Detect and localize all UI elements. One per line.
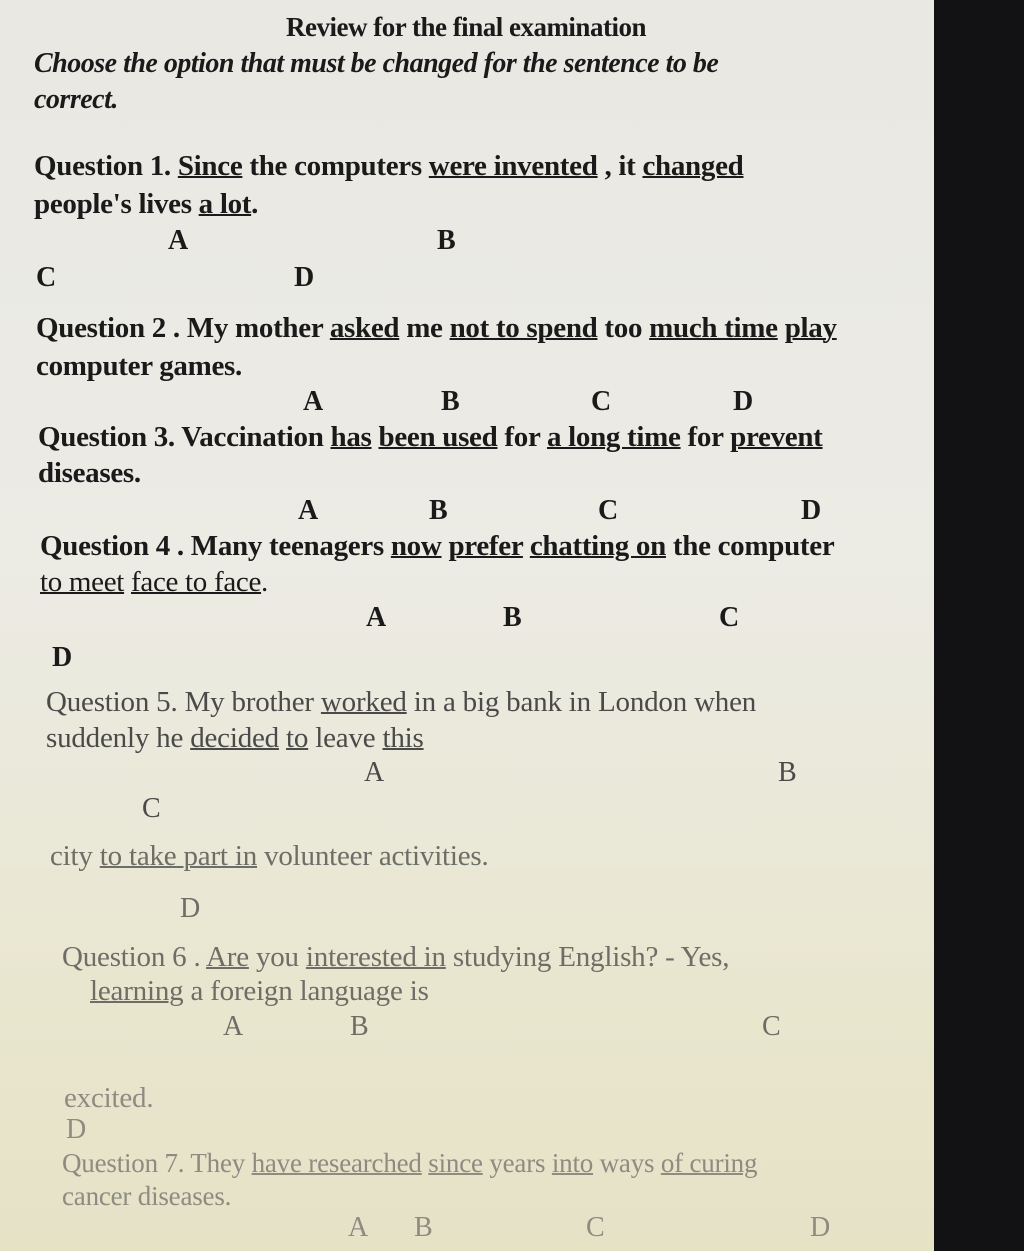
q1-option-c-text: changed	[642, 150, 744, 182]
q6-label-a: A	[223, 1011, 244, 1042]
question-3-line-2: diseases.	[38, 457, 141, 489]
q3-label-c: C	[598, 495, 619, 526]
question-7-line-1: Question 7. They have researched since years into ways of curing	[62, 1148, 758, 1178]
q4-label-a: A	[366, 602, 387, 633]
page-title: Review for the final examination	[286, 12, 646, 42]
q3-option-c-text: a long time	[546, 421, 681, 453]
question-1-number: Question 1.	[34, 150, 178, 182]
q2-option-a-text: asked	[329, 312, 400, 344]
q1-option-b-text: were invented	[428, 150, 598, 182]
q5-label-a: A	[364, 757, 385, 788]
q5-option-d-text: this	[382, 722, 424, 754]
q5-label-b: B	[778, 757, 797, 788]
q7-label-c: C	[586, 1212, 605, 1243]
question-6-number: Question 6 .	[62, 941, 207, 973]
q3-label-a: A	[298, 495, 319, 526]
question-3-line-1: Question 3. Vaccination has been used for a long time for prevent	[38, 421, 823, 453]
q1-option-a-text: Since	[177, 150, 243, 182]
q7-option-c-text: into	[551, 1148, 594, 1178]
q3-label-b: B	[429, 495, 448, 526]
q2-label-a: A	[303, 386, 324, 417]
screen-bezel	[934, 0, 1024, 1251]
question-2-number: Question 2 . My mother	[36, 312, 330, 344]
q6-label-d: D	[66, 1114, 87, 1145]
q4-label-b: B	[503, 602, 522, 633]
q1-label-c: C	[36, 262, 57, 293]
q2-option-c-text: much time	[649, 312, 778, 344]
q5-option-a-text: worked	[320, 686, 407, 718]
q4-option-a-text: now	[390, 530, 442, 562]
question-4-number: Question 4 . Many teenagers	[40, 530, 391, 562]
q2-label-c: C	[591, 386, 612, 417]
q7-option-d-text: of curing	[660, 1148, 758, 1178]
q4-option-c-text: chatting on	[529, 530, 666, 562]
q7-option-a-text: have researched	[251, 1148, 422, 1178]
q1-option-d-text: a lot	[198, 188, 252, 220]
question-4-line-2: to meet face to face.	[40, 566, 268, 598]
question-6-line-3: excited.	[64, 1082, 154, 1114]
question-5-line-1: Question 5. My brother worked in a big bank in London when	[46, 686, 757, 718]
q1-label-d: D	[294, 262, 315, 293]
question-7-line-2: cancer diseases.	[62, 1181, 232, 1211]
question-1-line-1: Question 1. Since the computers were invented , it changed	[34, 150, 744, 182]
q3-label-d: D	[801, 495, 822, 526]
question-3-number: Question 3. Vaccination	[38, 421, 331, 453]
q4-label-c: C	[719, 602, 740, 633]
q4-option-b-text: prefer	[448, 530, 523, 562]
q2-label-b: B	[441, 386, 460, 417]
q5-label-d: D	[180, 893, 201, 924]
q1-label-a: A	[168, 225, 189, 256]
q4-option-d-text: to meet	[40, 566, 125, 598]
q1-label-b: B	[437, 225, 456, 256]
question-6-line-1: Question 6 . Are you interested in studying English? - Yes,	[62, 941, 730, 973]
q6-label-c: C	[762, 1011, 781, 1042]
question-6-line-2: learning a foreign language is	[90, 975, 429, 1007]
q7-label-d: D	[810, 1212, 831, 1243]
q6-option-a-text: Are	[206, 941, 249, 973]
q4-label-d: D	[52, 642, 73, 673]
q3-option-d-text: prevent	[730, 421, 823, 453]
instruction-line-1: Choose the option that must be changed for the sentence to be	[34, 48, 719, 79]
q5-option-c-text: to	[286, 722, 309, 754]
q6-label-b: B	[350, 1011, 369, 1042]
q3-option-a-text: has	[330, 421, 372, 453]
question-5-number: Question 5. My brother	[46, 686, 321, 718]
q7-label-b: B	[414, 1212, 433, 1243]
q5-option-b-text: decided	[190, 722, 279, 754]
question-5-line-2: suddenly he decided to leave this	[46, 722, 424, 754]
q7-option-b-text: since	[428, 1148, 483, 1178]
q7-label-a: A	[348, 1212, 369, 1243]
question-4-line-1: Question 4 . Many teenagers now prefer chatting on the computer	[40, 530, 835, 562]
q2-option-b-text: not to spend	[449, 312, 598, 344]
question-2-line-2: computer games.	[36, 350, 242, 382]
question-7-number: Question 7. They	[62, 1148, 252, 1178]
question-1-line-2: people's lives a lot.	[34, 188, 259, 220]
q6-option-b-text: interested in	[305, 941, 446, 973]
q2-option-d-text: play	[784, 312, 837, 344]
instruction-line-2: correct.	[34, 84, 118, 115]
q5-label-c: C	[142, 793, 161, 824]
question-5-line-3: city to take part in volunteer activities.	[50, 840, 489, 872]
q2-label-d: D	[733, 386, 754, 417]
q3-option-b-text: been used	[378, 421, 498, 453]
question-2-line-1: Question 2 . My mother asked me not to spend too much time play	[36, 312, 837, 344]
